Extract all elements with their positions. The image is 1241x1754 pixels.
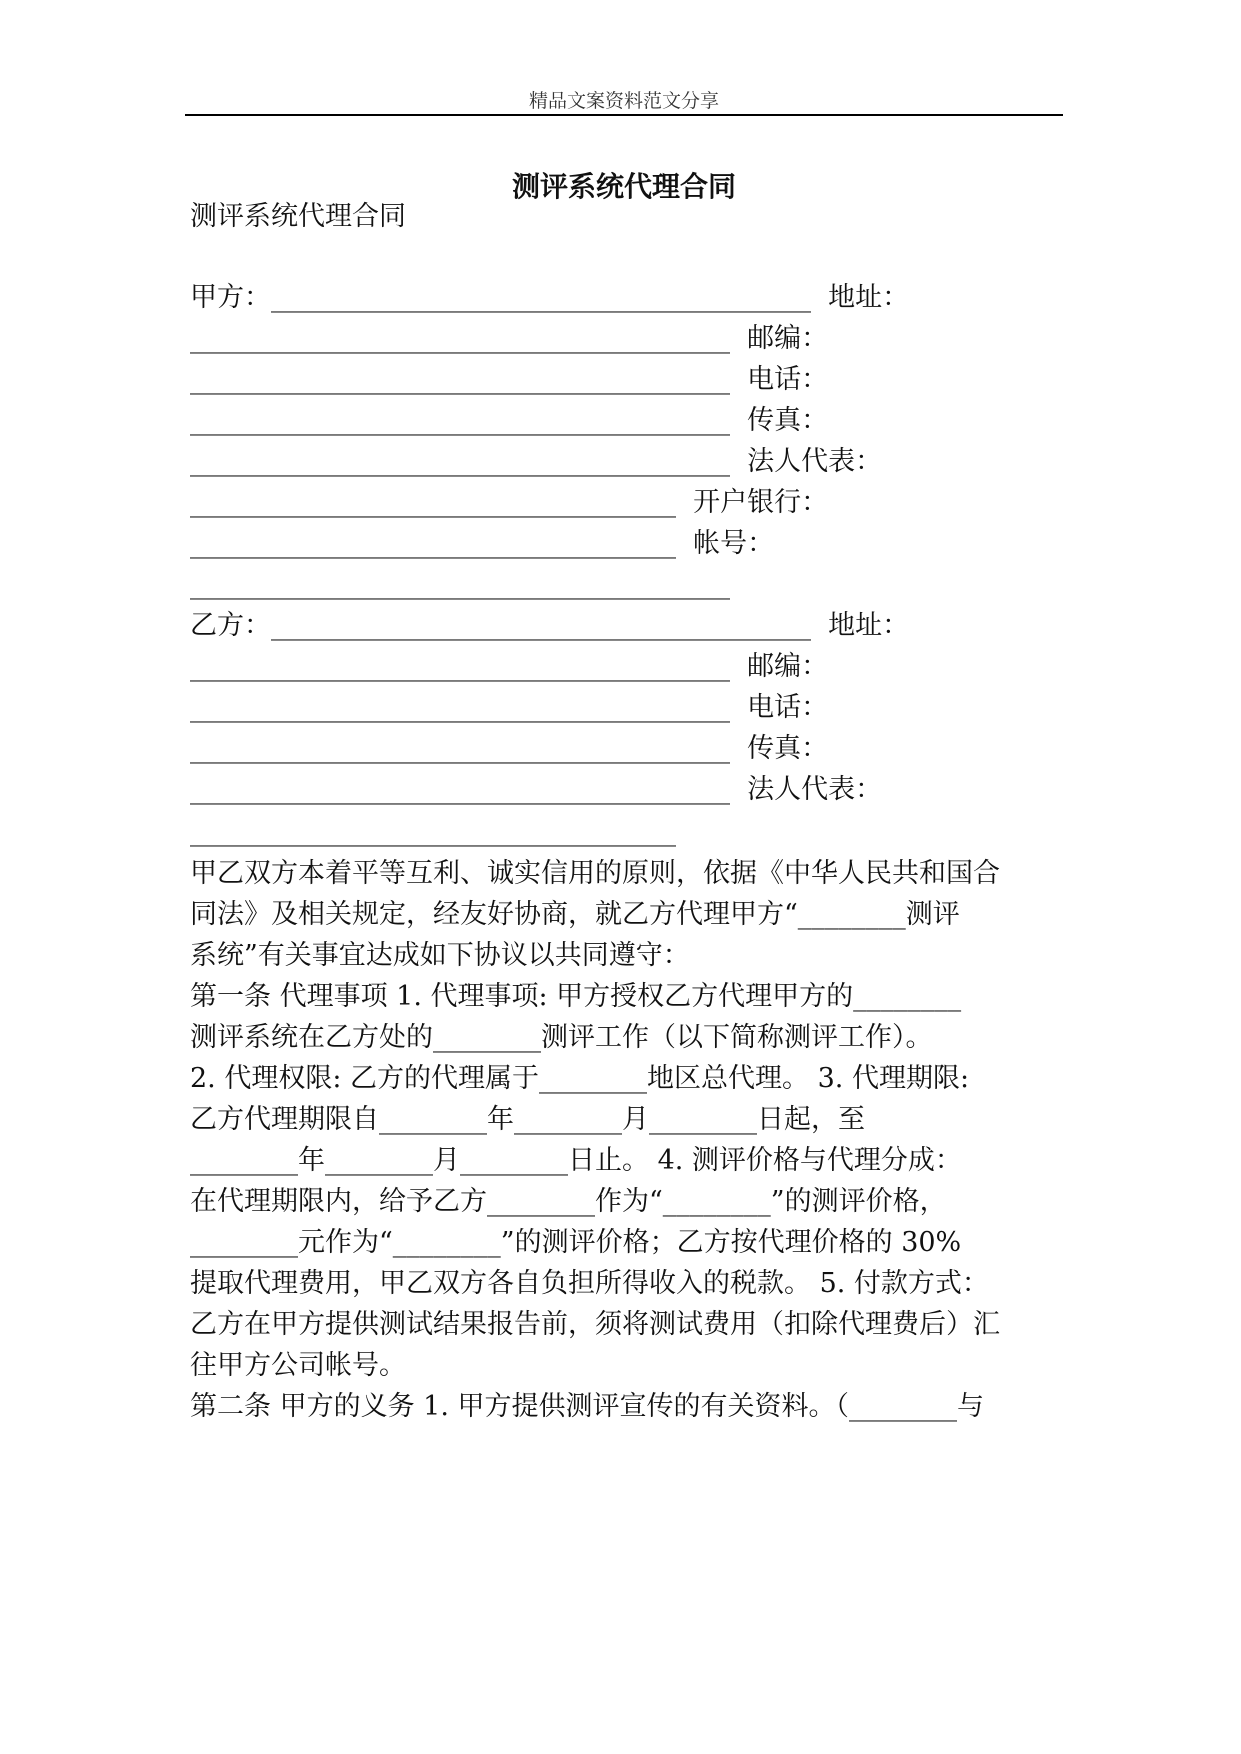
body-paragraph-line: 甲乙双方本着平等互利、诚实信用的原则，依据《中华人民共和国合 xyxy=(190,858,1000,889)
article-one-line: 乙方代理期限自________年________月________日起，至 xyxy=(190,1104,865,1135)
party-b-legal-rep-line: ____________________________________ xyxy=(190,816,676,847)
article-one-line: 在代理期限内，给予乙方________作为“________”的测评价格， xyxy=(190,1186,947,1217)
party-a-fax-line: ________________________________________ 法人代表： xyxy=(190,446,883,477)
article-one-line: 往甲方公司帐号。 xyxy=(190,1350,406,1381)
body-paragraph-line: 系统”有关事宜达成如下协议以共同遵守： xyxy=(190,940,690,971)
body-paragraph-line: 同法》及相关规定，经友好协商，就乙方代理甲方“________测评 xyxy=(190,899,960,930)
party-b-postcode-line: ________________________________________ 电话： xyxy=(190,692,829,723)
party-a-legal-rep-line: ____________________________________ 开户银行： xyxy=(190,487,829,518)
article-one-line: 乙方在甲方提供测试结果报告前，须将测试费用（扣除代理费后）汇 xyxy=(190,1309,1000,1340)
article-one-line: 测评系统在乙方处的________测评工作（以下简称测评工作）。 xyxy=(190,1022,933,1053)
header-divider xyxy=(185,114,1063,116)
article-one-line: 提取代理费用，甲乙双方各自负担所得收入的税款。 5. 付款方式： xyxy=(190,1268,989,1299)
party-b-name-line: 乙方：________________________________________ 地址： xyxy=(190,610,910,641)
party-a-phone-line: ________________________________________ 传真： xyxy=(190,405,829,436)
article-one-line: ________元作为“________”的测评价格；乙方按代理价格的 30% xyxy=(190,1227,962,1258)
article-one-line: 第一条 代理事项 1. 代理事项: 甲方授权乙方代理甲方的________ xyxy=(190,981,962,1012)
page-header: 精品文案资料范文分享 xyxy=(528,90,719,112)
document-title: 测评系统代理合同 xyxy=(511,170,736,203)
party-a-address-line: ________________________________________ 邮编： xyxy=(190,323,829,354)
article-one-line: 2. 代理权限: 乙方的代理属于________地区总代理。 3. 代理期限: xyxy=(190,1063,970,1094)
party-b-address-line: ________________________________________ 邮编： xyxy=(190,651,829,682)
document-subtitle: 测评系统代理合同 xyxy=(190,201,406,232)
party-a-bank-line: ____________________________________ 帐号： xyxy=(190,528,775,559)
party-a-name-line: 甲方：________________________________________ 地址： xyxy=(190,282,910,313)
party-b-phone-line: ________________________________________ 传真： xyxy=(190,733,829,764)
article-one-line: ________年________月________日止。 4. 测评价格与代理分成： xyxy=(190,1145,962,1176)
party-a-account-line: ________________________________________ xyxy=(190,569,730,600)
article-two-line: 第二条 甲方的义务 1. 甲方提供测评宣传的有关资料。（________与 xyxy=(190,1391,985,1422)
party-b-fax-line: ________________________________________ 法人代表： xyxy=(190,774,883,805)
party-a-postcode-line: ________________________________________ 电话： xyxy=(190,364,829,395)
